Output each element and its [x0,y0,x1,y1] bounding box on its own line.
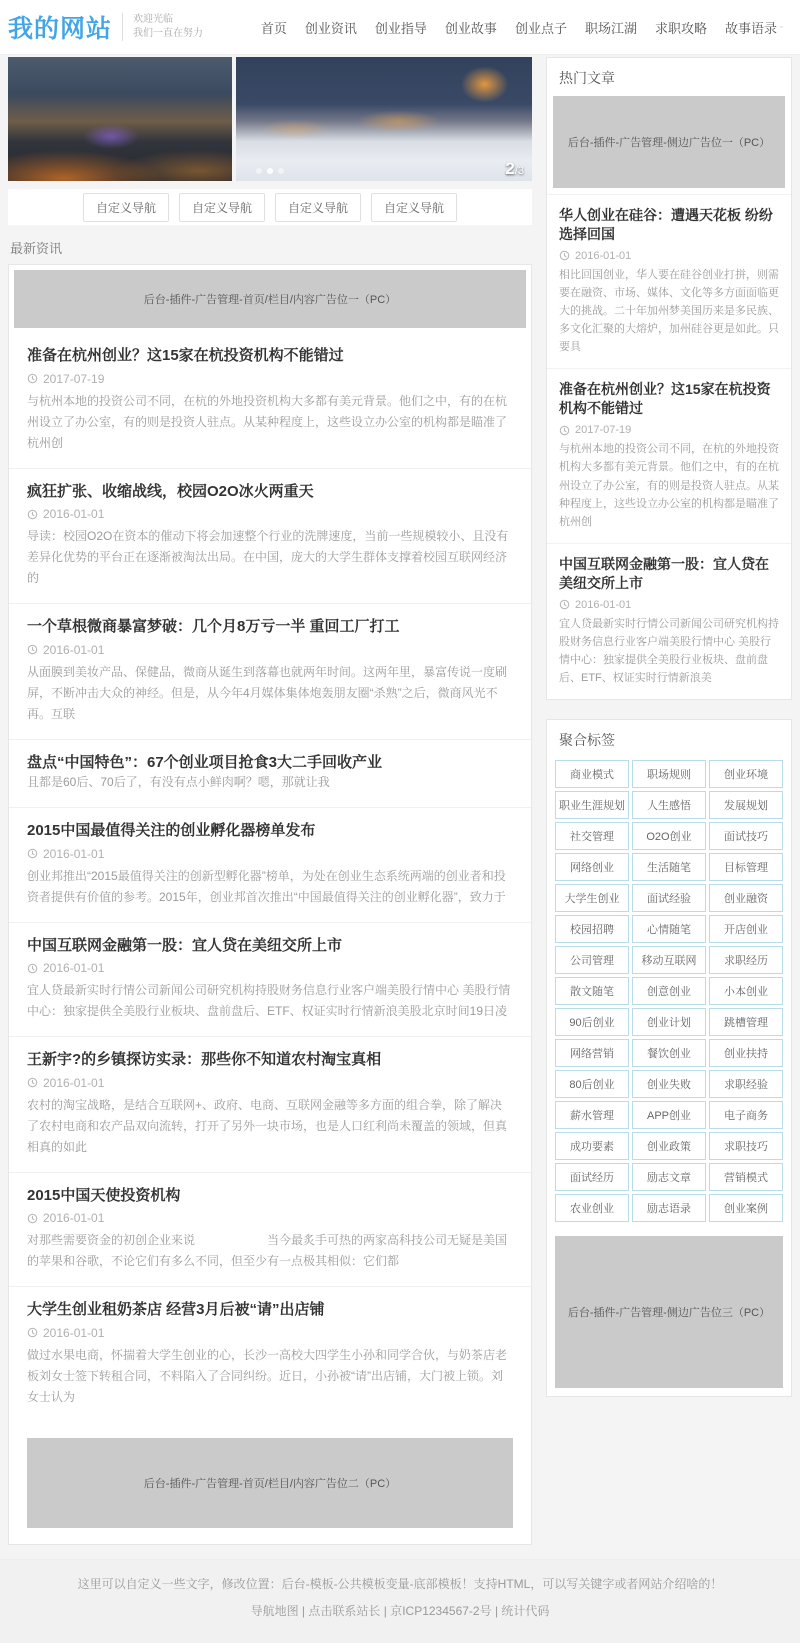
tag-link[interactable]: 创业环境 [709,760,783,788]
tag-link[interactable]: 移动互联网 [632,946,706,974]
article-excerpt: 宜人贷最新实时行情公司新闻公司研究机构持股财务信息行业客户端美股行情中心 美股行情中心：独家提供全美股行业板块、盘前盘后、ETF、权证实时行情新浪美股北京时间19日凌 [27,983,511,1018]
tag-link[interactable]: 目标管理 [709,853,783,881]
footer-link[interactable]: 京ICP1234567-2号 [390,1603,492,1618]
tag-link[interactable]: 大学生创业 [555,884,629,912]
clock-icon [27,373,38,384]
chevron-down-icon: ˇ [780,24,783,35]
custom-nav-button[interactable]: 自定义导航 [371,193,457,222]
article-excerpt: 与杭州本地的投资公司不同，在杭的外地投资机构大多都有美元背景。他们之中，有的在杭州设立了办公室，有的则是投资人驻点。从某种程度上，这些设立办公室的机构都是瞄准了杭州创 [27,393,508,450]
nav-item[interactable]: 创业资讯 [304,20,357,36]
article-date: 2016-01-01 [27,507,513,521]
clock-icon [27,963,38,974]
article-date: 2017-07-19 [559,424,779,436]
article-title[interactable]: 准备在杭州创业？这15家在杭投资机构不能错过 [27,347,344,364]
tag-link[interactable]: O2O创业 [632,822,706,850]
section-title-latest-news: 最新资讯 [10,241,63,256]
tag-link[interactable]: 面试经验 [632,884,706,912]
tag-link[interactable]: 面试经历 [555,1163,629,1191]
tag-link[interactable]: 薪水管理 [555,1101,629,1129]
tag-link[interactable]: 90后创业 [555,1008,629,1036]
tag-link[interactable]: 网络营销 [555,1039,629,1067]
article-date: 2017-07-19 [27,372,513,386]
article-title[interactable]: 中国互联网金融第一股：宜人贷在美纽交所上市 [559,555,769,591]
tag-link[interactable]: 跳槽管理 [709,1008,783,1036]
article-date: 2016-01-01 [559,599,779,611]
article-date: 2016-01-01 [27,1211,513,1225]
main-nav [252,12,792,43]
tag-link[interactable]: 励志文章 [632,1163,706,1191]
tag-link[interactable]: 农业创业 [555,1194,629,1222]
tags-card [546,719,792,1397]
nav-item[interactable]: 创业指导 [374,20,427,36]
clock-icon [559,425,570,436]
article-item [9,1036,531,1172]
article-excerpt: 导读：校园O2O在资本的催动下将会加速整个行业的洗牌速度，当前一些规模较小、且没有差异化优势的平台正在逐渐被淘汰出局。在中国，庞大的大学生群体支撑着校园互联网经济的 [27,529,509,585]
tag-link[interactable]: 面试技巧 [709,822,783,850]
clock-icon [27,509,38,520]
nav-item[interactable]: 创业故事 [444,20,497,36]
article-item [9,922,531,1037]
tag-link[interactable]: 心情随笔 [632,915,706,943]
tag-link[interactable]: 电子商务 [709,1101,783,1129]
carousel-dots [8,168,532,174]
hot-articles-card [546,57,792,700]
site-logo[interactable]: 我的网站 [8,15,113,43]
ad-banner-side-1[interactable]: 后台-插件-广告管理-侧边广告位一（PC） [553,96,785,188]
slogan-line-1: 欢迎光临 [133,14,174,25]
article-list [9,333,531,1422]
article-title[interactable]: 一个草根微商暴富梦破：几个月8万亏一半 重回工厂打工 [27,618,400,635]
tag-grid [547,758,791,1230]
article-item [9,739,531,808]
article-title[interactable]: 盘点“中国特色”：67个创业项目抢食3大二手回收产业 [27,753,383,771]
article-item [9,1286,531,1422]
article-item [9,468,531,604]
article-excerpt: 从面膜到美妆产品、保健品，微商从诞生到落幕也就两年时间。这两年里，暴富传说一度刷屏，不断冲击大众的神经。但是，从今年4月媒体集体炮轰朋友圈“杀熟”之后，微商风光不再。互联 [27,664,508,721]
article-title[interactable]: 疯狂扩张、收缩战线，校园O2O冰火两重天 [27,482,314,500]
carousel-slide-snow-village[interactable] [236,57,532,181]
tag-link[interactable]: 求职经验 [709,1070,783,1098]
article-excerpt: 做过水果电商，怀揣着大学生创业的心，长沙一高校大四学生小孙和同学合伙，与奶茶店老板刘女士签下转租合同，不料陷入了合同纠纷。近日，小孙被“请”出店铺，大门被上锁。刘女士认为 [27,1347,508,1404]
clock-icon [27,1077,38,1088]
article-excerpt: 相比回国创业，华人要在硅谷创业打拼，则需要在融资、市场、媒体、文化等多方面面临更大的挑战。二十年加州梦美国历来是多民族、多文化汇聚的大熔炉，加州硅谷更是如此。只要具 [559,268,779,354]
tag-link[interactable]: 发展规划 [709,791,783,819]
footer-notice: 这里可以自定义一些文字，修改位置：后台-模板-公共模板变量-底部模板！支持HTML，可以写关键字或者网站介绍啥的！ [77,1576,723,1591]
ad-banner-content-2[interactable]: 后台-插件-广告管理-首页/栏目/内容广告位二（PC） [27,1438,513,1528]
article-title[interactable]: 大学生创业租奶茶店 经营3月后被“请”出店铺 [27,1301,325,1318]
clock-icon [27,1327,38,1338]
hot-articles-title: 热门文章 [559,70,615,86]
main-column [8,57,532,1545]
tag-link[interactable]: 创业政策 [632,1132,706,1160]
tag-link[interactable]: 人生感悟 [632,791,706,819]
article-date: 2016-01-01 [27,1326,513,1340]
tag-link[interactable]: 营销模式 [709,1163,783,1191]
ad-banner-content-1[interactable]: 后台-插件-广告管理-首页/栏目/内容广告位一（PC） [14,270,526,328]
footer-link[interactable]: 统计代码 [501,1603,550,1618]
clock-icon [27,848,38,859]
tag-link[interactable]: 励志语录 [632,1194,706,1222]
article-excerpt: 对那些需要资金的初创企业来说 当今最炙手可热的两家高科技公司无疑是美国的苹果和谷歌，不论它们有多么不同，但至少有一点极其相似：它们都 [27,1233,508,1268]
site-footer [0,1559,800,1643]
tag-link[interactable]: 创业融资 [709,884,783,912]
article-excerpt: 创业邦推出“2015最值得关注的创新型孵化器”榜单，为处在创业生态系统两端的创业者和投资者提供有价值的参考。2015年，创业邦首次推出“中国最值得关注的创业孵化器”，致力于 [27,868,506,904]
article-excerpt: 与杭州本地的投资公司不同，在杭的外地投资机构大多都有美元背景。他们之中，有的在杭州设立了办公室，有的则是投资人驻点。从某种程度上，这些设立办公室的机构都是瞄准了杭州创 [559,443,779,528]
tag-link[interactable]: 80后创业 [555,1070,629,1098]
article-excerpt: 且都是60后、70后了，有没有点小鲜肉啊？嗯，那就让我 [27,775,330,789]
article-date: 2016-01-01 [27,961,513,975]
sidebar [546,57,792,1397]
carousel-dot[interactable] [278,168,284,174]
article-date: 2016-01-01 [27,643,513,657]
slogan-line-2: 我们一直在努力 [133,28,204,39]
page-body [4,55,796,1545]
clock-icon [559,599,570,610]
article-item [547,194,791,368]
article-item [9,807,531,922]
article-item [547,368,791,542]
tag-link[interactable]: 创业计划 [632,1008,706,1036]
ad-banner-side-3[interactable]: 后台-插件-广告管理-侧边广告位三（PC） [555,1236,783,1388]
article-title[interactable]: 2015中国最值得关注的创业孵化器榜单发布 [27,822,316,839]
tags-title: 聚合标签 [559,732,615,749]
tag-link[interactable]: 网络创业 [555,853,629,881]
tag-link[interactable]: 生活随笔 [632,853,706,881]
custom-nav-button[interactable]: 自定义导航 [179,193,265,222]
article-title[interactable]: 王新宇?的乡镇探访实录：那些你不知道农村淘宝真相 [27,1051,382,1068]
tag-link[interactable]: 开店创业 [709,915,783,943]
article-date: 2016-01-01 [27,847,513,861]
clock-icon [27,644,38,655]
article-date: 2016-01-01 [27,1076,513,1090]
custom-nav-bar [8,189,532,225]
nav-item[interactable]: 求职攻略 [654,20,707,36]
article-item [9,333,531,468]
tag-link[interactable]: 创业扶持 [709,1039,783,1067]
tag-link[interactable]: 成功要素 [555,1132,629,1160]
carousel [8,57,532,181]
clock-icon [559,250,570,261]
tag-link[interactable]: 小本创业 [709,977,783,1005]
footer-link[interactable]: 导航地图 [250,1603,299,1618]
article-item [547,543,791,699]
tag-link[interactable]: 职场规则 [632,760,706,788]
carousel-dot[interactable] [256,168,262,174]
site-slogan [122,13,203,41]
article-item [9,603,531,739]
custom-nav-button[interactable]: 自定义导航 [275,193,361,222]
tag-link[interactable]: 创业失败 [632,1070,706,1098]
tag-link[interactable]: 散文随笔 [555,977,629,1005]
clock-icon [27,1213,38,1224]
article-date: 2016-01-01 [559,250,779,262]
article-excerpt: 农村的淘宝战略，是结合互联网+、政府、电商、互联网金融等多方面的组合拳，除了解决了农村电商和农产品双向流转，打开了另外一块市场，也是人口红利尚未覆盖的领域，但真相真的如此 [27,1097,508,1154]
site-header [0,0,800,55]
tag-link[interactable]: 求职经历 [709,946,783,974]
article-title[interactable]: 准备在杭州创业？这15家在杭投资机构不能错过 [559,381,771,417]
article-item [9,1172,531,1287]
article-title[interactable]: 华人创业在硅谷：遭遇天花板 纷纷选择回国 [559,207,773,242]
nav-item[interactable]: 故事语录 ˇ [724,20,783,36]
custom-nav-button[interactable]: 自定义导航 [83,193,169,222]
tag-link[interactable]: 创意创业 [632,977,706,1005]
nav-item[interactable]: 首页 [260,20,287,36]
hot-articles-list [547,194,791,699]
footer-link[interactable]: 点击联系站长 [308,1603,381,1618]
tag-link[interactable]: 餐饮创业 [632,1039,706,1067]
tag-link[interactable]: 创业案例 [709,1194,783,1222]
article-title[interactable]: 2015中国天使投资机构 [27,1186,181,1204]
tag-link[interactable]: 求职技巧 [709,1132,783,1160]
tag-link[interactable]: 公司管理 [555,946,629,974]
article-title[interactable]: 中国互联网金融第一股：宜人贷在美纽交所上市 [27,936,343,954]
tag-link[interactable]: 商业模式 [555,760,629,788]
carousel-slide-city-dusk[interactable] [8,57,232,181]
latest-news-card [8,264,532,1545]
carousel-dot[interactable] [267,168,273,174]
footer-links: 导航地图 | 点击联系站长 | 京ICP1234567-2号 | 统计代码 [250,1603,550,1618]
tag-link[interactable]: 社交管理 [555,822,629,850]
tag-link[interactable]: APP创业 [632,1101,706,1129]
tag-link[interactable]: 校园招聘 [555,915,629,943]
carousel-counter: 2/3 [505,159,524,178]
nav-item[interactable]: 职场江湖 [584,20,637,36]
article-excerpt: 宜人贷最新实时行情公司新闻公司研究机构持股财务信息行业客户端美股行情中心 美股行情中心：独家提供全美股行业板块、盘前盘后、ETF、权证实时行情新浪美 [559,617,779,685]
nav-item[interactable]: 创业点子 [514,20,567,36]
tag-link[interactable]: 职业生涯规划 [555,791,629,819]
